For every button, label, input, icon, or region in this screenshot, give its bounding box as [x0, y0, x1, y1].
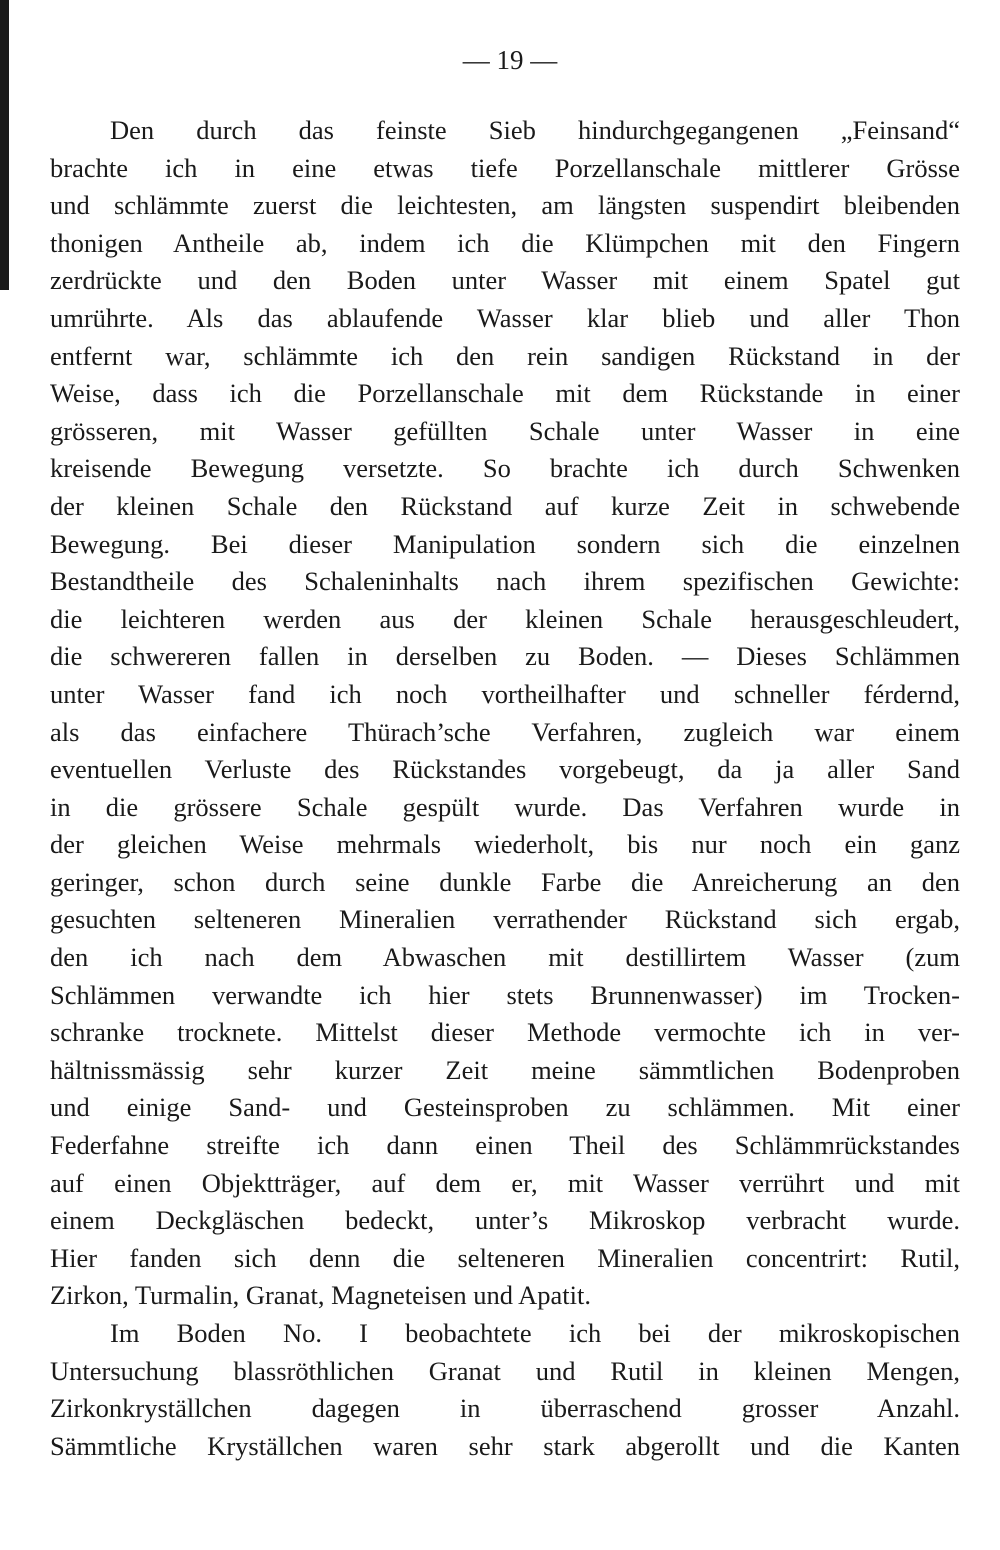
text-line: unter Wasser fand ich noch vortheilhafter und schneller férdernd,: [50, 678, 960, 709]
text-line: Untersuchung blassröthlichen Granat und Rutil in kleinen Mengen,: [50, 1355, 960, 1386]
text-line: brachte ich in eine etwas tiefe Porzellanschale mittlerer Grösse: [50, 152, 960, 183]
text-line: und einige Sand- und Gesteinsproben zu schlämmen. Mit einer: [50, 1092, 960, 1123]
text-line: Den durch das feinste Sieb hindurchgegangenen „Feinsand“: [110, 115, 960, 145]
text-line: Zirkonkryställchen dagegen in überraschend grosser Anzahl.: [50, 1393, 960, 1424]
text-line: gesuchten selteneren Mineralien verrathender Rückstand sich ergab,: [50, 904, 960, 935]
text-line: Bestandtheile des Schaleninhalts nach ihrem spezifischen Gewichte:: [50, 566, 960, 597]
body-text: [50, 112, 960, 1465]
text-line: Schlämmen verwandte ich hier stets Brunnenwasser) im Trocken-: [50, 979, 960, 1010]
text-line: Hier fanden sich denn die selteneren Mineralien concentrirt: Rutil,: [50, 1242, 960, 1273]
text-line: einem Deckgläschen bedeckt, unter’s Mikroskop verbracht wurde.: [50, 1205, 960, 1236]
text-line: Bewegung. Bei dieser Manipulation sondern sich die einzelnen: [50, 528, 960, 559]
book-page: [50, 40, 960, 1465]
text-line: als das einfachere Thürach’sche Verfahren, zugleich war einem: [50, 716, 960, 747]
text-line: kreisende Bewegung versetzte. So brachte ich durch Schwenken: [50, 453, 960, 484]
text-line: auf einen Objektträger, auf dem er, mit Wasser verrührt und mit: [50, 1167, 960, 1198]
text-line: die leichteren werden aus der kleinen Schale herausgeschleudert,: [50, 603, 960, 634]
paragraph-observation: [50, 1315, 960, 1465]
text-line: schranke trocknete. Mittelst dieser Methode vermochte ich in ver-: [50, 1017, 960, 1048]
text-line: in die grössere Schale gespült wurde. Das Verfahren wurde in: [50, 791, 960, 822]
text-line: Weise, dass ich die Porzellanschale mit dem Rückstande in einer: [50, 378, 960, 409]
text-line: thonigen Antheile ab, indem ich die Klümpchen mit den Fingern: [50, 227, 960, 258]
text-line: Sämmtliche Kryställchen waren sehr stark abgerollt und die Kanten: [50, 1430, 960, 1461]
text-line: entfernt war, schlämmte ich den rein sandigen Rückstand in der: [50, 340, 960, 371]
text-line: eventuellen Verluste des Rückstandes vorgebeugt, da ja aller Sand: [50, 754, 960, 785]
text-line: den ich nach dem Abwaschen mit destillirtem Wasser (zum: [50, 942, 960, 973]
page-number: — 19 —: [462, 45, 558, 75]
text-line: grösseren, mit Wasser gefüllten Schale unter Wasser in eine: [50, 415, 960, 446]
paragraph-method: [50, 112, 960, 1315]
text-line: Zirkon, Turmalin, Granat, Magneteisen und Apatit.: [50, 1280, 591, 1311]
text-line: der kleinen Schale den Rückstand auf kurze Zeit in schwebende: [50, 490, 960, 521]
scan-edge-mark: [0, 0, 9, 290]
text-line: umrührte. Als das ablaufende Wasser klar blieb und aller Thon: [50, 302, 960, 333]
text-line: Im Boden No. I beobachtete ich bei der mikroskopischen: [110, 1318, 960, 1348]
text-line: der gleichen Weise mehrmals wiederholt, bis nur noch ein ganz: [50, 829, 960, 860]
text-line: geringer, schon durch seine dunkle Farbe die Anreicherung an den: [50, 866, 960, 897]
text-line: und schlämmte zuerst die leichtesten, am längsten suspendirt bleibenden: [50, 190, 960, 221]
text-line: Federfahne streifte ich dann einen Theil des Schlämmrückstandes: [50, 1130, 960, 1161]
text-line: die schwereren fallen in derselben zu Boden. — Dieses Schlämmen: [50, 641, 960, 672]
text-line: hältnissmässig sehr kurzer Zeit meine sämmtlichen Bodenproben: [50, 1054, 960, 1085]
text-line: zerdrückte und den Boden unter Wasser mit einem Spatel gut: [50, 265, 960, 296]
